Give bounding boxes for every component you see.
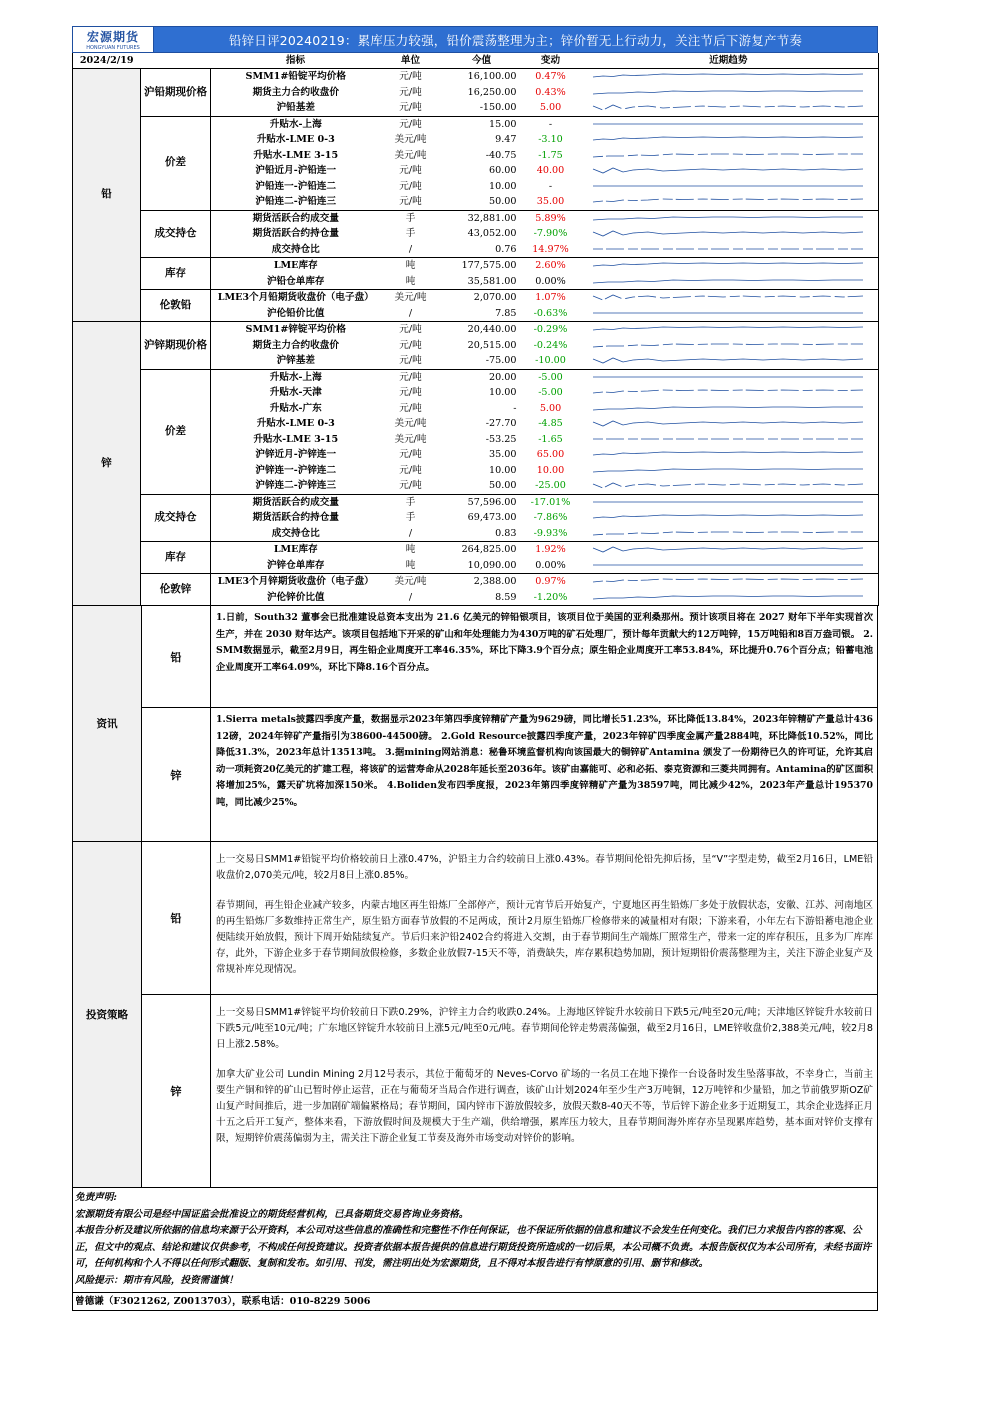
trend-sparkline <box>579 242 879 258</box>
indicator-name: 沪锌近月-沪锌连一 <box>255 449 337 460</box>
indicator-name: 沪铅连二-沪铅连三 <box>211 194 381 210</box>
indicator-unit: / <box>381 590 441 606</box>
trend-sparkline <box>579 163 879 179</box>
indicator-unit: 手 <box>405 496 416 508</box>
strategy-zinc-label: 锌 <box>142 995 211 1187</box>
news-lead-text: 1.日前，South32 董事会已批准建设总资本支出为 21.6 亿美元的锌铅银项目，该项目位于美国的亚利桑那州。预计该项目将在 2027 财年下半年实现首次生产，并在 2030 财年达产。该项目包括地下开采的矿山和年处理能力为430万吨的矿石处理厂，预计每年贡献大约12万吨锌，15万吨铅和8百万盎司银。 2.SMM数据显示，截至2月9日，再生铅企业周度开工率46.35%，环比下降3.9个百分点；原生铅企业周度开工率53.84%，环比提升0.76个百分点；铅蓄电池企业周度开工率64.09%，环比下降8.16个百分点。 <box>216 612 873 673</box>
indicator-name: 期货活跃合约成交量 <box>252 212 339 224</box>
trend-sparkline <box>579 401 879 417</box>
trend-sparkline <box>579 369 879 385</box>
indicator-value: 32,881.00 <box>467 212 517 224</box>
indicator-name: 沪锌基差 <box>211 353 381 369</box>
indicator-name: 升贴水-广东 <box>269 402 322 414</box>
lead-category: 铅 <box>73 69 141 322</box>
trend-sparkline <box>579 494 879 510</box>
indicator-unit: 元/吨 <box>399 464 422 476</box>
indicator-unit: 美元/吨 <box>394 292 427 303</box>
indicator-name: 沪铅连一-沪铅连二 <box>255 180 337 192</box>
logo-subtext: HONGYUAN FUTURES <box>86 45 140 51</box>
indicator-change: -0.24% <box>533 339 568 351</box>
group-label: 沪铅期现价格 <box>141 69 211 117</box>
indicator-value: 2,070.00 <box>473 292 517 303</box>
indicator-change: -9.93% <box>523 526 579 542</box>
trend-sparkline <box>579 85 879 101</box>
strategy-zinc-p1: 上一交易日SMM1#锌锭平均价较前日下跌0.29%，沪锌主力合约收跌0.24%。上海地区锌锭升水较前日下跌5元/吨至20元/吨；天津地区锌锭升水较前日下跌5元/吨至10元/吨；广东地区锌锭升水较前日上涨5元/吨至0元/吨。春节期间伦锌走势震荡偏强，截至2月16日，LME锌收盘价2,388美元/吨，较2月8日上涨2.58%。 <box>216 1007 873 1050</box>
indicator-change: 5.89% <box>535 212 566 224</box>
news-section <box>72 606 878 842</box>
indicator-change: - <box>548 118 553 130</box>
strategy-lead-p2: 春节期间，再生铅企业减产较多，内蒙古地区再生铅炼厂全部停产，预计元宵节后开始复产，宁夏地区再生铅炼厂多处于放假状态，安徽、江苏、河南地区的再生铅炼厂多数维持正常生产，原生铅方面春节放假的不足两成，预计2月原生铅炼厂检修带来的减量相对有限；下游来看，小年左右下游铅蓄电池企业便陆续开始放假，预计下周开始陆续复产。节后归来沪铅2402合约将进入交割，由于春节期间生产端炼厂照常生产，带来一定的库存积压，且多为厂库库存，此外，下游企业多于春节期间放假检修，多数企业放假7-15天不等，消费缺失，库存累积趋势加剧，预计短期铅价震荡整理为主，关注下游企业复产及常规补库兑现情况。 <box>216 900 873 975</box>
report-header <box>72 26 878 53</box>
indicator-unit: 元/吨 <box>399 371 422 383</box>
indicator-change: 65.00 <box>536 449 565 460</box>
strategy-lead-text <box>211 842 877 994</box>
indicator-value: 16,100.00 <box>467 71 517 82</box>
disclaimer-risk: 风险提示：期市有风险，投资需谨慎！ <box>75 1274 239 1286</box>
indicator-value: 177,575.00 <box>461 260 517 271</box>
news-category: 资讯 <box>73 606 142 841</box>
indicator-name: 升贴水-天津 <box>269 387 322 398</box>
indicator-change: -25.00 <box>523 478 579 494</box>
trend-sparkline <box>579 306 879 322</box>
indicator-value: 15.00 <box>489 118 517 130</box>
indicator-unit: 元/吨 <box>399 118 422 130</box>
strategy-lead-label: 铅 <box>142 842 211 994</box>
indicator-name: 沪铅近月-沪铅连一 <box>255 165 337 176</box>
group-label: 伦敦锌 <box>141 574 211 606</box>
indicator-change: 5.00 <box>523 100 579 116</box>
indicator-unit: 手 <box>405 512 416 523</box>
trend-sparkline <box>579 558 879 574</box>
header-unit: 单位 <box>381 53 441 69</box>
indicator-name: 沪铅基差 <box>211 100 381 116</box>
table-row <box>73 210 879 226</box>
indicator-value: 0.83 <box>441 526 523 542</box>
trend-sparkline <box>579 338 879 354</box>
indicator-change: 0.43% <box>535 86 566 98</box>
strategy-category: 投资策略 <box>73 842 142 1187</box>
disclaimer-title: 免责声明: <box>75 1192 117 1203</box>
indicator-change: 40.00 <box>536 165 565 176</box>
trend-sparkline <box>579 510 879 526</box>
indicator-name: SMM1#铅锭平均价格 <box>245 71 346 82</box>
group-label: 伦敦铅 <box>141 290 211 322</box>
news-lead-row <box>142 606 877 708</box>
table-row <box>73 322 879 338</box>
indicator-unit: 元/吨 <box>399 86 422 98</box>
indicator-change: -1.75 <box>538 149 563 161</box>
indicator-value: 8.59 <box>441 590 523 606</box>
trend-sparkline <box>579 353 879 369</box>
indicator-change: -1.65 <box>538 433 563 445</box>
header-indicator: 指标 <box>211 53 381 69</box>
indicator-name: 升贴水-上海 <box>269 118 322 130</box>
trend-sparkline <box>579 290 879 306</box>
indicator-value: -40.75 <box>485 149 517 161</box>
trend-sparkline <box>579 416 879 432</box>
header-trend: 近期趋势 <box>579 53 879 69</box>
indicator-value: -75.00 <box>441 353 523 369</box>
indicator-change: 0.00% <box>523 274 579 290</box>
indicator-unit: 手 <box>405 228 416 239</box>
indicator-unit: 美元/吨 <box>394 418 427 429</box>
indicator-unit: 吨 <box>405 260 416 271</box>
indicator-name: 沪铅仓单库存 <box>211 274 381 290</box>
indicator-name: 期货主力合约收盘价 <box>252 339 339 351</box>
indicator-change: 10.00 <box>536 464 565 476</box>
indicator-unit: 元/吨 <box>381 353 441 369</box>
indicator-unit: 吨 <box>381 558 441 574</box>
indicator-name: 升贴水-LME 3-15 <box>253 433 339 445</box>
group-label: 沪锌期现价格 <box>141 322 211 370</box>
table-row <box>73 369 879 385</box>
indicator-change: -5.00 <box>538 387 563 398</box>
indicator-name: LME库存 <box>273 260 318 271</box>
table-header-row <box>73 53 879 69</box>
table-row <box>73 574 879 590</box>
data-table <box>72 53 879 606</box>
indicator-value: 20,515.00 <box>467 339 517 351</box>
indicator-value: 10,090.00 <box>441 558 523 574</box>
indicator-name: 升贴水-LME 3-15 <box>253 149 339 161</box>
strategy-zinc-row <box>142 995 877 1187</box>
table-row <box>73 542 879 558</box>
indicator-name: 沪伦铅价比值 <box>211 306 381 322</box>
indicator-name: 升贴水-LME 0-3 <box>256 134 335 145</box>
indicator-unit: 元/吨 <box>399 71 422 82</box>
trend-sparkline <box>579 116 879 132</box>
trend-sparkline <box>579 322 879 338</box>
indicator-unit: 美元/吨 <box>394 134 427 145</box>
indicator-change: 1.92% <box>535 544 566 555</box>
indicator-value: 50.00 <box>441 478 523 494</box>
trend-sparkline <box>579 574 879 590</box>
indicator-unit: 吨 <box>405 544 416 555</box>
indicator-unit: / <box>381 306 441 322</box>
indicator-change: 2.60% <box>535 260 566 271</box>
indicator-value: 10.00 <box>489 387 517 398</box>
trend-sparkline <box>579 478 879 494</box>
indicator-change: 0.47% <box>535 71 566 82</box>
indicator-unit: / <box>381 526 441 542</box>
news-zinc-row <box>142 708 877 841</box>
indicator-name: 沪锌连二-沪锌连三 <box>211 478 381 494</box>
strategy-zinc-p2: 加拿大矿业公司 Lundin Mining 2月12号表示，其位于葡萄牙的 Neves-Corvo 矿场的一名员工在地下操作一台设备时发生坠落事故，不幸身亡，当前主要生产铜和锌的矿山已暂时停止运营，正在与葡萄牙当局合作进行调查，该矿山计划2024年至少生产3万吨铜，12万吨锌和少量铅，加之节前俄罗斯OZ矿山复产时间推后，进一步加剧矿端偏紧格局；春节期间，国内锌市下游放假较多，放假天数8-40天不等，节后锌下游企业多于近期复工，其余企业选择正月十五之后开工复产，整体来看，下游放假时间及规模大于生产端，供给增强，累库压力较大，且春节期间海外库存亦呈现累库趋势，基本面对锌价支撑有限，短期锌价震荡偏弱为主，需关注下游企业复工节奏及海外市场变动对锌价的影响。 <box>216 1069 873 1144</box>
indicator-name: 期货主力合约收盘价 <box>252 86 339 98</box>
indicator-change: -4.85 <box>538 418 563 429</box>
indicator-name: 升贴水-LME 0-3 <box>256 418 335 429</box>
indicator-unit: 美元/吨 <box>394 149 427 161</box>
trend-sparkline <box>579 463 879 479</box>
indicator-name: SMM1#锌锭平均价格 <box>245 324 346 335</box>
indicator-change: -3.10 <box>538 134 563 145</box>
indicator-unit: 元/吨 <box>399 402 422 414</box>
indicator-value: -150.00 <box>441 100 523 116</box>
strategy-section <box>72 842 878 1188</box>
indicator-value: -27.70 <box>485 418 517 429</box>
indicator-unit: 吨 <box>381 274 441 290</box>
indicator-value: 10.00 <box>489 180 517 192</box>
disclaimer <box>72 1188 878 1293</box>
indicator-change: 14.97% <box>523 242 579 258</box>
group-label: 库存 <box>141 258 211 290</box>
indicator-change: -17.01% <box>530 496 571 508</box>
trend-sparkline <box>579 132 879 148</box>
indicator-name: 成交持仓比 <box>211 526 381 542</box>
group-label: 成交持仓 <box>141 494 211 542</box>
indicator-unit: 元/吨 <box>399 449 422 460</box>
trend-sparkline <box>579 542 879 558</box>
indicator-value: 10.00 <box>489 464 517 476</box>
indicator-unit: 元/吨 <box>399 165 422 176</box>
indicator-value: 7.85 <box>441 306 523 322</box>
indicator-value: 0.76 <box>441 242 523 258</box>
indicator-name: 沪锌仓单库存 <box>211 558 381 574</box>
indicator-change: 5.00 <box>539 402 562 414</box>
logo-text: 宏源期货 <box>86 30 139 44</box>
indicator-value: 60.00 <box>489 165 517 176</box>
indicator-name: 成交持仓比 <box>211 242 381 258</box>
trend-sparkline <box>579 100 879 116</box>
report-page <box>72 26 878 1311</box>
group-label: 价差 <box>141 369 211 494</box>
table-row <box>73 258 879 274</box>
indicator-unit: 元/吨 <box>399 339 422 351</box>
company-logo <box>73 27 154 52</box>
indicator-unit: 元/吨 <box>381 100 441 116</box>
trend-sparkline <box>579 148 879 164</box>
news-lead-label: 铅 <box>142 606 211 707</box>
indicator-unit: 元/吨 <box>381 194 441 210</box>
indicator-unit: 元/吨 <box>381 478 441 494</box>
indicator-value: - <box>513 402 517 414</box>
trend-sparkline <box>579 210 879 226</box>
trend-sparkline <box>579 179 879 195</box>
indicator-value: 43,052.00 <box>467 228 517 239</box>
indicator-value: 35,581.00 <box>441 274 523 290</box>
indicator-value: 20.00 <box>489 371 517 383</box>
header-change: 变动 <box>523 53 579 69</box>
indicator-name: LME3个月铅期货收盘价（电子盘） <box>217 292 374 303</box>
indicator-value: 16,250.00 <box>467 86 517 98</box>
trend-sparkline <box>579 194 879 210</box>
indicator-value: 50.00 <box>441 194 523 210</box>
indicator-name: 期货活跃合约成交量 <box>252 496 339 508</box>
trend-sparkline <box>579 385 879 401</box>
indicator-unit: 元/吨 <box>399 180 422 192</box>
indicator-change: 35.00 <box>523 194 579 210</box>
indicator-change: -7.90% <box>533 228 568 239</box>
indicator-change: -0.29% <box>533 324 568 335</box>
strategy-zinc-text <box>211 995 877 1187</box>
group-label: 成交持仓 <box>141 210 211 258</box>
trend-sparkline <box>579 69 879 85</box>
indicator-name: 沪伦锌价比值 <box>211 590 381 606</box>
news-zinc-label: 锌 <box>142 708 211 841</box>
zinc-category: 锌 <box>73 322 141 606</box>
indicator-change: 1.07% <box>535 292 566 303</box>
table-row <box>73 116 879 132</box>
indicator-unit: 元/吨 <box>399 324 422 335</box>
report-title: 铅锌日评20240219：累库压力较强，铅价震荡整理为主；锌价暂无上行动力，关注节后下游复产节奏 <box>228 32 803 48</box>
indicator-unit: / <box>381 242 441 258</box>
group-label: 库存 <box>141 542 211 574</box>
table-row <box>73 494 879 510</box>
header-value: 今值 <box>441 53 523 69</box>
table-row <box>73 69 879 85</box>
indicator-change: - <box>548 180 553 192</box>
indicator-change: 0.00% <box>523 558 579 574</box>
indicator-unit: 手 <box>405 212 416 224</box>
indicator-name: 升贴水-上海 <box>269 371 322 383</box>
indicator-name: LME库存 <box>273 544 318 555</box>
trend-sparkline <box>579 274 879 290</box>
disclaimer-p1: 宏源期货有限公司是经中国证监会批准设立的期货经营机构，已具备期货交易咨询业务资格。 <box>75 1208 469 1220</box>
indicator-change: -10.00 <box>523 353 579 369</box>
table-row <box>73 290 879 306</box>
indicator-value: 35.00 <box>489 449 517 460</box>
indicator-name: 沪锌连一-沪锌连二 <box>255 464 337 476</box>
trend-sparkline <box>579 447 879 463</box>
indicator-name: 期货活跃合约持仓量 <box>252 512 339 523</box>
indicator-change: -1.20% <box>523 590 579 606</box>
report-date: 2024/2/19 <box>73 53 141 69</box>
indicator-value: 57,596.00 <box>467 496 517 508</box>
indicator-change: -7.86% <box>533 512 568 523</box>
indicator-value: 9.47 <box>495 134 517 145</box>
indicator-value: -53.25 <box>485 433 517 445</box>
trend-sparkline <box>579 526 879 542</box>
indicator-name: LME3个月锌期货收盘价（电子盘） <box>217 576 374 587</box>
indicator-value: 2,388.00 <box>473 576 517 587</box>
indicator-value: 264,825.00 <box>461 544 517 555</box>
trend-sparkline <box>579 432 879 448</box>
indicator-change: 0.97% <box>535 576 566 587</box>
indicator-change: -0.63% <box>523 306 579 322</box>
news-zinc-text: 1.Sierra metals披露四季度产量，数据显示2023年第四季度锌精矿产量为9629磅，同比增长51.23%，环比降低13.84%，2023年锌精矿产量总计43612磅，2024年锌矿产量指引为38600-44500磅。 2.Gold Resource披露四季度产量，2023年锌矿四季度金属产量2884吨，环比降低10.52%，同比降低31.3%，2023年总计13513吨。 3.据mining网站消息：秘鲁环境监督机构向该国最大的铜锌矿Antamina 颁发了一份期待已久的许可证，允许其启动一项耗资20亿美元的扩建工程，将该矿的运营寿命从2028年延长至2036年。该矿由嘉能可、必和必拓、泰克资源和三菱共同拥有。Antamina的矿区面积将增加25%，露天矿坑将加深150米。 4.Boliden发布四季度报，2023年第四季度锌精矿产量为38597吨，同比减少42%，2023年产量总计195370吨，同比减少25%。 <box>216 714 873 808</box>
group-label: 价差 <box>141 116 211 210</box>
indicator-value: 69,473.00 <box>467 512 517 523</box>
indicator-unit: 美元/吨 <box>394 433 427 445</box>
indicator-value: 20,440.00 <box>467 324 517 335</box>
trend-sparkline <box>579 258 879 274</box>
analyst-contact: 曾德谦（F3021262, Z0013703），联系电话：010-8229 5006 <box>72 1293 878 1311</box>
strategy-lead-row <box>142 842 877 995</box>
strategy-lead-p1: 上一交易日SMM1#铅锭平均价格较前日上涨0.47%，沪铅主力合约较前日上涨0.43%。春节期间伦铅先抑后扬，呈“V”字型走势，截至2月16日，LME铅收盘价2,070美元/吨，较2月8日上涨0.85%。 <box>216 854 873 881</box>
indicator-unit: 美元/吨 <box>394 576 427 587</box>
trend-sparkline <box>579 226 879 242</box>
indicator-name: 期货活跃合约持仓量 <box>252 228 339 239</box>
disclaimer-p2: 本报告分析及建议所依据的信息均来源于公开资料，本公司对这些信息的准确性和完整性不作任何保证，也不保证所依据的信息和建议不会发生任何变化。我们已力求报告内容的客观、公正，但文中的观点、结论和建议仅供参考，不构成任何投资建议。投资者依据本报告提供的信息进行期货投资所造成的一切后果，本公司概不负责。本报告版权仅为本公司所有，未经书面许可，任何机构和个人不得以任何形式翻版、复制和发布。如引用、刊发，需注明出处为宏源期货，且不得对本报告进行有悖原意的引用、删节和修改。 <box>75 1225 872 1270</box>
indicator-change: -5.00 <box>538 371 563 383</box>
indicator-unit: 元/吨 <box>399 387 422 398</box>
trend-sparkline <box>579 590 879 606</box>
